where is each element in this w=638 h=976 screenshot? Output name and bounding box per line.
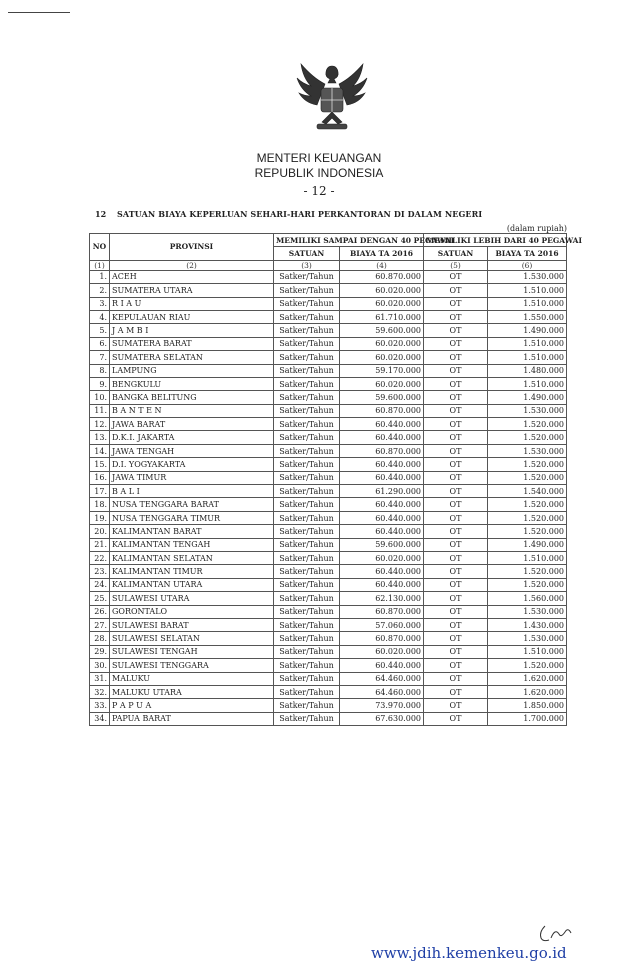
table-row [90,377,567,390]
cost-upto-40-cell: 60.440.000 [340,458,424,471]
row-number: 12. [90,418,110,431]
cost-over-40-cell: 1.520.000 [488,471,567,484]
province-cell: MALUKU [110,672,274,685]
cost-over-40-cell: 1.520.000 [488,565,567,578]
row-number: 1. [90,270,110,283]
unit-cell: Satker/Tahun [274,578,340,591]
unit-cell: OT [424,632,488,645]
cost-upto-40-cell: 73.970.000 [340,699,424,712]
table-row [90,404,567,417]
table-row [90,605,567,618]
unit-cell: Satker/Tahun [274,538,340,551]
unit-cell: Satker/Tahun [274,551,340,564]
unit-cell: Satker/Tahun [274,605,340,618]
unit-cell: Satker/Tahun [274,498,340,511]
row-number: 11. [90,404,110,417]
cost-upto-40-cell: 60.870.000 [340,605,424,618]
unit-cell: OT [424,284,488,297]
col-no-header: NO [90,234,110,261]
table-row [90,672,567,685]
row-number: 8. [90,364,110,377]
cost-over-40-cell: 1.620.000 [488,685,567,698]
unit-cell: OT [424,538,488,551]
cost-upto-40-cell: 60.870.000 [340,444,424,457]
cost-over-40-cell: 1.520.000 [488,458,567,471]
unit-cell: Satker/Tahun [274,458,340,471]
row-number: 6. [90,337,110,350]
table-row [90,685,567,698]
unit-cell: OT [424,485,488,498]
cost-upto-40-cell: 59.600.000 [340,391,424,404]
page-number: - 12 - [303,184,335,198]
province-cell: BANGKA BELITUNG [110,391,274,404]
unit-cell: OT [424,618,488,631]
cost-over-40-cell: 1.510.000 [488,351,567,364]
sub-biaya-header: BIAYA TA 2016 [488,247,567,260]
cost-over-40-cell: 1.540.000 [488,485,567,498]
unit-cell: OT [424,498,488,511]
row-number: 26. [90,605,110,618]
cost-upto-40-cell: 60.020.000 [340,337,424,350]
unit-cell: OT [424,712,488,725]
unit-cell: Satker/Tahun [274,324,340,337]
unit-cell: OT [424,444,488,457]
unit-cell: Satker/Tahun [274,699,340,712]
cost-upto-40-cell: 59.170.000 [340,364,424,377]
cost-upto-40-cell: 60.870.000 [340,632,424,645]
table-row [90,592,567,605]
cost-upto-40-cell: 60.440.000 [340,659,424,672]
row-number: 15. [90,458,110,471]
cost-upto-40-cell: 60.440.000 [340,565,424,578]
row-number: 27. [90,618,110,631]
province-cell: KALIMANTAN UTARA [110,578,274,591]
row-number: 13. [90,431,110,444]
province-cell: P A P U A [110,699,274,712]
cost-table [89,233,582,726]
table-row [90,645,567,658]
unit-cell: Satker/Tahun [274,712,340,725]
table-row [90,458,567,471]
unit-cell: Satker/Tahun [274,337,340,350]
unit-note: (dalam rupiah) [506,224,567,233]
row-number: 32. [90,685,110,698]
col-index: (1) [90,260,110,270]
table-body [90,270,567,725]
cost-upto-40-cell: 61.290.000 [340,485,424,498]
unit-cell: Satker/Tahun [274,444,340,457]
group-over-40-header: MEMILIKI LEBIH DARI 40 PEGAWAI [424,234,567,247]
unit-cell: OT [424,592,488,605]
table-row [90,712,567,725]
cost-upto-40-cell: 60.020.000 [340,284,424,297]
table-row [90,310,567,323]
table-row [90,659,567,672]
unit-cell: OT [424,645,488,658]
sub-satuan-header: SATUAN [274,247,340,260]
cost-over-40-cell: 1.520.000 [488,659,567,672]
unit-cell: OT [424,685,488,698]
cost-over-40-cell: 1.530.000 [488,404,567,417]
unit-cell: Satker/Tahun [274,485,340,498]
unit-cell: Satker/Tahun [274,471,340,484]
cost-over-40-cell: 1.520.000 [488,418,567,431]
unit-cell: Satker/Tahun [274,377,340,390]
table-row [90,551,567,564]
unit-cell: OT [424,471,488,484]
garuda-emblem-icon [291,58,373,140]
row-number: 17. [90,485,110,498]
province-cell: KALIMANTAN TIMUR [110,565,274,578]
unit-cell: Satker/Tahun [274,565,340,578]
province-cell: KALIMANTAN TENGAH [110,538,274,551]
cost-over-40-cell: 1.510.000 [488,337,567,350]
province-cell: PAPUA BARAT [110,712,274,725]
table-row [90,618,567,631]
unit-cell: OT [424,364,488,377]
unit-cell: OT [424,699,488,712]
cost-upto-40-cell: 64.460.000 [340,685,424,698]
corner-rule [8,12,70,13]
cost-over-40-cell: 1.520.000 [488,578,567,591]
section-title: SATUAN BIAYA KEPERLUAN SEHARI-HARI PERKANTORAN DI DALAM NEGERI [117,209,483,219]
row-number: 22. [90,551,110,564]
province-cell: D.I. YOGYAKARTA [110,458,274,471]
unit-cell: OT [424,525,488,538]
cost-upto-40-cell: 67.630.000 [340,712,424,725]
unit-cell: OT [424,297,488,310]
province-cell: KEPULAUAN RIAU [110,310,274,323]
province-cell: NUSA TENGGARA BARAT [110,498,274,511]
unit-cell: OT [424,431,488,444]
row-number: 4. [90,310,110,323]
row-number: 30. [90,659,110,672]
country-title: REPUBLIK INDONESIA [254,166,384,180]
cost-upto-40-cell: 62.130.000 [340,592,424,605]
ministry-title: MENTERI KEUANGAN [256,151,382,165]
row-number: 31. [90,672,110,685]
row-number: 34. [90,712,110,725]
row-number: 29. [90,645,110,658]
cost-over-40-cell: 1.700.000 [488,712,567,725]
province-cell: KALIMANTAN SELATAN [110,551,274,564]
cost-over-40-cell: 1.550.000 [488,310,567,323]
col-province-header: PROVINSI [110,234,274,261]
province-cell: SUMATERA SELATAN [110,351,274,364]
table-row [90,364,567,377]
row-number: 5. [90,324,110,337]
unit-cell: OT [424,659,488,672]
cost-over-40-cell: 1.850.000 [488,699,567,712]
table-row [90,431,567,444]
province-cell: SUMATERA BARAT [110,337,274,350]
unit-cell: OT [424,391,488,404]
col-index: (5) [424,260,488,270]
cost-upto-40-cell: 60.020.000 [340,351,424,364]
cost-upto-40-cell: 60.870.000 [340,270,424,283]
unit-cell: OT [424,458,488,471]
table-row [90,324,567,337]
province-cell: JAWA TENGAH [110,444,274,457]
row-number: 23. [90,565,110,578]
cost-over-40-cell: 1.620.000 [488,672,567,685]
cost-upto-40-cell: 59.600.000 [340,538,424,551]
cost-over-40-cell: 1.510.000 [488,297,567,310]
province-cell: BENGKULU [110,377,274,390]
table-row [90,444,567,457]
table-row [90,337,567,350]
unit-cell: OT [424,377,488,390]
province-cell: B A L I [110,485,274,498]
unit-cell: OT [424,672,488,685]
sub-biaya-header: BIAYA TA 2016 [340,247,424,260]
unit-cell: Satker/Tahun [274,297,340,310]
cost-upto-40-cell: 60.440.000 [340,471,424,484]
unit-cell: Satker/Tahun [274,525,340,538]
table-row [90,525,567,538]
unit-cell: OT [424,351,488,364]
cost-over-40-cell: 1.510.000 [488,551,567,564]
cost-upto-40-cell: 60.020.000 [340,551,424,564]
row-number: 14. [90,444,110,457]
province-cell: NUSA TENGGARA TIMUR [110,511,274,524]
table-row [90,391,567,404]
province-cell: GORONTALO [110,605,274,618]
cost-over-40-cell: 1.560.000 [488,592,567,605]
unit-cell: Satker/Tahun [274,391,340,404]
unit-cell: Satker/Tahun [274,351,340,364]
cost-over-40-cell: 1.530.000 [488,632,567,645]
cost-over-40-cell: 1.480.000 [488,364,567,377]
sub-satuan-header: SATUAN [424,247,488,260]
province-cell: R I A U [110,297,274,310]
unit-cell: Satker/Tahun [274,618,340,631]
unit-cell: Satker/Tahun [274,685,340,698]
unit-cell: Satker/Tahun [274,270,340,283]
unit-cell: Satker/Tahun [274,364,340,377]
unit-cell: Satker/Tahun [274,645,340,658]
province-cell: SULAWESI TENGAH [110,645,274,658]
table-row [90,485,567,498]
cost-over-40-cell: 1.510.000 [488,284,567,297]
table-row [90,297,567,310]
unit-cell: OT [424,337,488,350]
row-number: 16. [90,471,110,484]
cost-upto-40-cell: 60.440.000 [340,431,424,444]
unit-cell: Satker/Tahun [274,310,340,323]
cost-upto-40-cell: 60.440.000 [340,578,424,591]
province-cell: SULAWESI UTARA [110,592,274,605]
col-index: (6) [488,260,567,270]
row-number: 28. [90,632,110,645]
province-cell: D.K.I. JAKARTA [110,431,274,444]
row-number: 7. [90,351,110,364]
unit-cell: OT [424,578,488,591]
unit-cell: Satker/Tahun [274,418,340,431]
row-number: 33. [90,699,110,712]
unit-cell: OT [424,551,488,564]
cost-over-40-cell: 1.520.000 [488,525,567,538]
province-cell: SUMATERA UTARA [110,284,274,297]
cost-over-40-cell: 1.490.000 [488,324,567,337]
cost-upto-40-cell: 60.440.000 [340,525,424,538]
table-row [90,270,567,283]
footer-url: www.jdih.kemenkeu.go.id [371,944,567,962]
unit-cell: OT [424,310,488,323]
row-number: 3. [90,297,110,310]
cost-over-40-cell: 1.530.000 [488,444,567,457]
unit-cell: OT [424,404,488,417]
cost-over-40-cell: 1.490.000 [488,538,567,551]
unit-cell: Satker/Tahun [274,632,340,645]
cost-over-40-cell: 1.520.000 [488,431,567,444]
province-cell: J A M B I [110,324,274,337]
table-row [90,351,567,364]
cost-upto-40-cell: 57.060.000 [340,618,424,631]
cost-over-40-cell: 1.530.000 [488,270,567,283]
row-number: 24. [90,578,110,591]
cost-over-40-cell: 1.430.000 [488,618,567,631]
province-cell: SULAWESI SELATAN [110,632,274,645]
cost-upto-40-cell: 60.020.000 [340,645,424,658]
col-index: (2) [110,260,274,270]
row-number: 25. [90,592,110,605]
table-row [90,699,567,712]
cost-upto-40-cell: 60.020.000 [340,377,424,390]
table-row [90,632,567,645]
cost-upto-40-cell: 61.710.000 [340,310,424,323]
cost-upto-40-cell: 60.870.000 [340,404,424,417]
table-row [90,511,567,524]
unit-cell: OT [424,418,488,431]
province-cell: JAWA TIMUR [110,471,274,484]
row-number: 10. [90,391,110,404]
initial-signature-icon [537,922,577,944]
province-cell: SULAWESI BARAT [110,618,274,631]
section-number: 12 [95,209,107,219]
cost-over-40-cell: 1.530.000 [488,605,567,618]
province-cell: SULAWESI TENGGARA [110,659,274,672]
unit-cell: Satker/Tahun [274,672,340,685]
table-row [90,471,567,484]
table-row [90,578,567,591]
section-heading [95,209,482,219]
province-cell: KALIMANTAN BARAT [110,525,274,538]
table-row [90,565,567,578]
table-row [90,538,567,551]
cost-upto-40-cell: 60.440.000 [340,418,424,431]
cost-upto-40-cell: 59.600.000 [340,324,424,337]
group-upto-40-header: MEMILIKI SAMPAI DENGAN 40 PEGAWAI [274,234,424,247]
province-cell: LAMPUNG [110,364,274,377]
row-number: 20. [90,525,110,538]
province-cell: B A N T E N [110,404,274,417]
unit-cell: Satker/Tahun [274,511,340,524]
row-number: 19. [90,511,110,524]
cost-over-40-cell: 1.520.000 [488,511,567,524]
cost-over-40-cell: 1.510.000 [488,645,567,658]
table-row [90,498,567,511]
unit-cell: Satker/Tahun [274,284,340,297]
cost-over-40-cell: 1.520.000 [488,498,567,511]
cost-over-40-cell: 1.490.000 [488,391,567,404]
province-cell: JAWA BARAT [110,418,274,431]
table-row [90,284,567,297]
row-number: 2. [90,284,110,297]
unit-cell: OT [424,270,488,283]
unit-cell: Satker/Tahun [274,659,340,672]
cost-upto-40-cell: 60.440.000 [340,498,424,511]
unit-cell: OT [424,565,488,578]
unit-cell: Satker/Tahun [274,404,340,417]
province-cell: MALUKU UTARA [110,685,274,698]
unit-cell: OT [424,511,488,524]
col-index: (3) [274,260,340,270]
cost-over-40-cell: 1.510.000 [488,377,567,390]
unit-cell: OT [424,324,488,337]
cost-upto-40-cell: 64.460.000 [340,672,424,685]
unit-cell: OT [424,605,488,618]
unit-cell: Satker/Tahun [274,431,340,444]
row-number: 21. [90,538,110,551]
cost-upto-40-cell: 60.440.000 [340,511,424,524]
province-cell: ACEH [110,270,274,283]
cost-upto-40-cell: 60.020.000 [340,297,424,310]
row-number: 9. [90,377,110,390]
row-number: 18. [90,498,110,511]
table-row [90,418,567,431]
col-index: (4) [340,260,424,270]
unit-cell: Satker/Tahun [274,592,340,605]
